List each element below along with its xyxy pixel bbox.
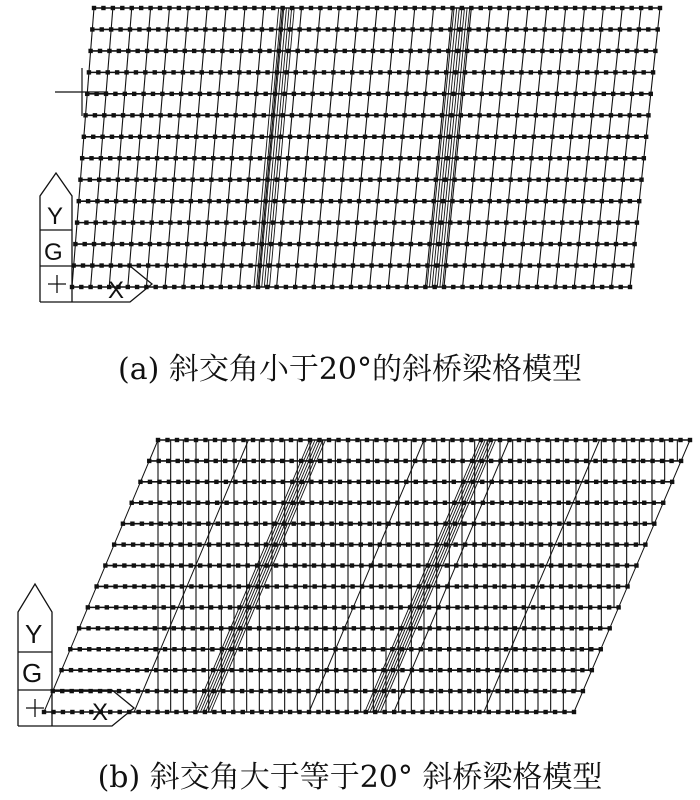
grillage-model-a [0,0,700,340]
axis-label-y-b: Y [25,619,43,649]
axis-label-y-a: Y [47,203,64,230]
axis-label-x-b: X [92,699,109,726]
caption-a: (a) 斜交角小于20°的斜桥梁格模型 [117,352,582,387]
axis-label-g-a: G [44,239,63,266]
caption-b: (b) 斜交角大于等于20° 斜桥梁格模型 [97,760,603,795]
grillage-model-b [0,400,700,750]
axis-label-g-b: G [22,658,43,688]
grillage-mesh-b [42,438,692,714]
crosshair-cursor-a [55,68,108,116]
axis-label-x-a: X [108,277,125,304]
grillage-mesh-a [70,6,662,289]
